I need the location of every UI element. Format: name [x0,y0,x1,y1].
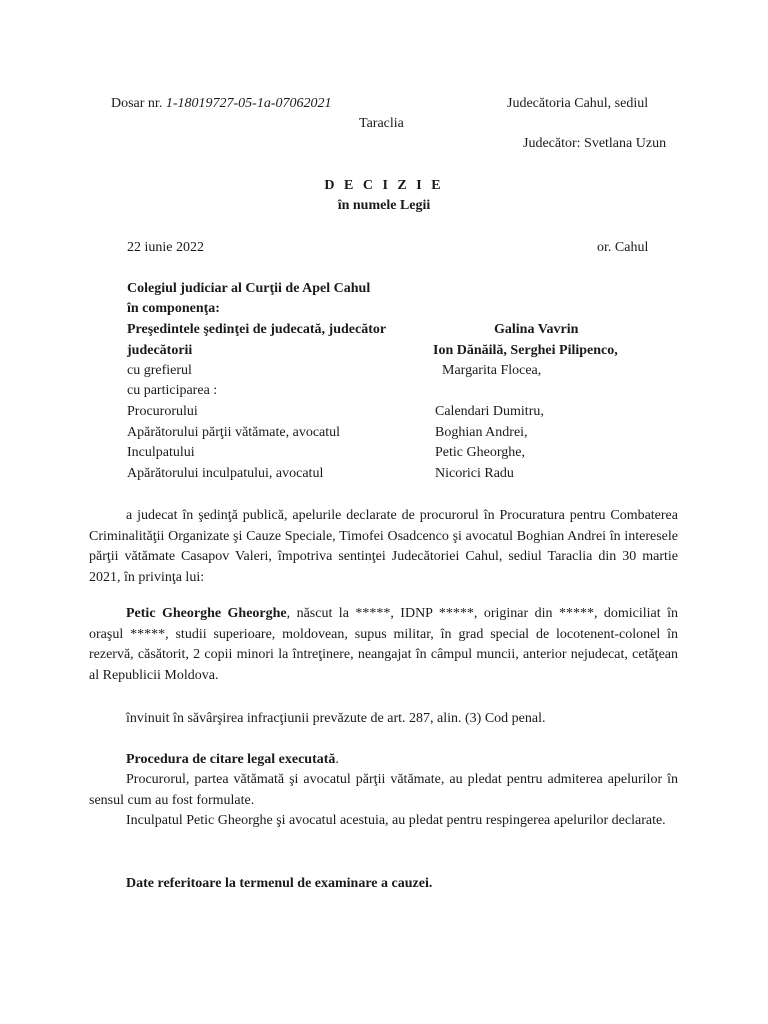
case-number-line [111,94,331,115]
panel-role: cu grefierul [127,363,192,378]
paragraph-appeal-text: a judecat în şedinţă publică, apelurile declarate de procurorul în Procuratura pentru Combaterea Criminalităţii Organizate şi Cauze Speciale, Timofei Osadcenco şi avocatul Boghian Andrei în interesele părţii vătămate Casapov Valeri, împotriva sentinţei Judecătoriei Cahul, sediul Taraclia din 30 martie 2021, în privinţa lui: [89,508,678,585]
panel-heading: Colegiul judiciar al Curţii de Apel Cahul [127,281,371,296]
panel-name: Nicorici Radu [435,466,514,481]
panel-role: Inculpatului [127,445,195,460]
paragraph-charge [89,709,678,730]
charge-text: învinuit în săvârşirea infracţiunii prevăzute de art. 287, alin. (3) Cod penal. [126,711,546,726]
paragraph-defense-plea [89,811,678,832]
panel-role: Procurorului [127,404,198,419]
court-name-line1: Judecătoria Cahul, sediul [507,96,649,111]
case-label: Dosar nr. [111,96,163,111]
paragraph-prosecution-plea [89,770,678,811]
decision-place: or. Cahul [597,240,649,255]
panel-role: judecătorii [127,343,193,358]
decision-subtitle: în numele Legii [337,198,431,213]
court-name-line2: Taraclia [359,116,404,131]
panel-name: Petic Gheorghe, [435,445,525,460]
defense-plea-text: Inculpatul Petic Gheorghe şi avocatul acestuia, au pledat pentru respingerea apelurilor declarate. [126,813,666,828]
case-number: 1-18019727-05-1a-07062021 [165,96,332,111]
panel-name: Boghian Andrei, [435,425,528,440]
panel-role: Apărătorului inculpatului, avocatul [127,466,324,481]
defendant-name: Petic Gheorghe Gheorghe [126,606,287,621]
panel-name: Ion Dănăilă, Serghei Pilipenco, [433,343,618,358]
procedure-period: . [335,752,339,767]
panel-role: Apărătorului părţii vătămate, avocatul [127,425,341,440]
panel-name: Calendari Dumitru, [435,404,544,419]
judge-line: Judecător: Svetlana Uzun [523,136,667,151]
decision-date: 22 iunie 2022 [127,240,204,255]
paragraph-defendant [89,604,678,686]
prosecution-plea-text: Procurorul, partea vătămată şi avocatul părţii vătămate, au pledat pentru admiterea apelurilor în sensul cum au fost formulate. [89,772,678,808]
panel-name: Galina Vavrin [494,322,579,337]
panel-subheading: în componenţa: [127,301,220,316]
panel-role: cu participarea : [127,383,218,398]
panel-role: Preşedintele şedinţei de judecată, judecător [127,322,387,337]
section-heading-text: Date referitoare la termenul de examinare a cauzei. [126,876,433,891]
panel-name: Margarita Flocea, [442,363,542,378]
paragraph-procedure [89,750,678,771]
defendant-details: , născut la *****, IDNP *****, originar din *****, domiciliat în oraşul *****, studii superioare, moldovean, supus militar, în grad special de locotenent-colonel în rezervă, căsătorit, 2 copii minori la întreţinere, neangajat în câmpul muncii, anterior nejudecat, cetăţean al Republicii Moldova. [89,606,678,683]
procedure-heading: Procedura de citare legal executată [126,752,336,767]
paragraph-appeal [89,506,678,588]
decision-title: D E C I Z I E [324,178,444,193]
section-heading [89,874,678,895]
